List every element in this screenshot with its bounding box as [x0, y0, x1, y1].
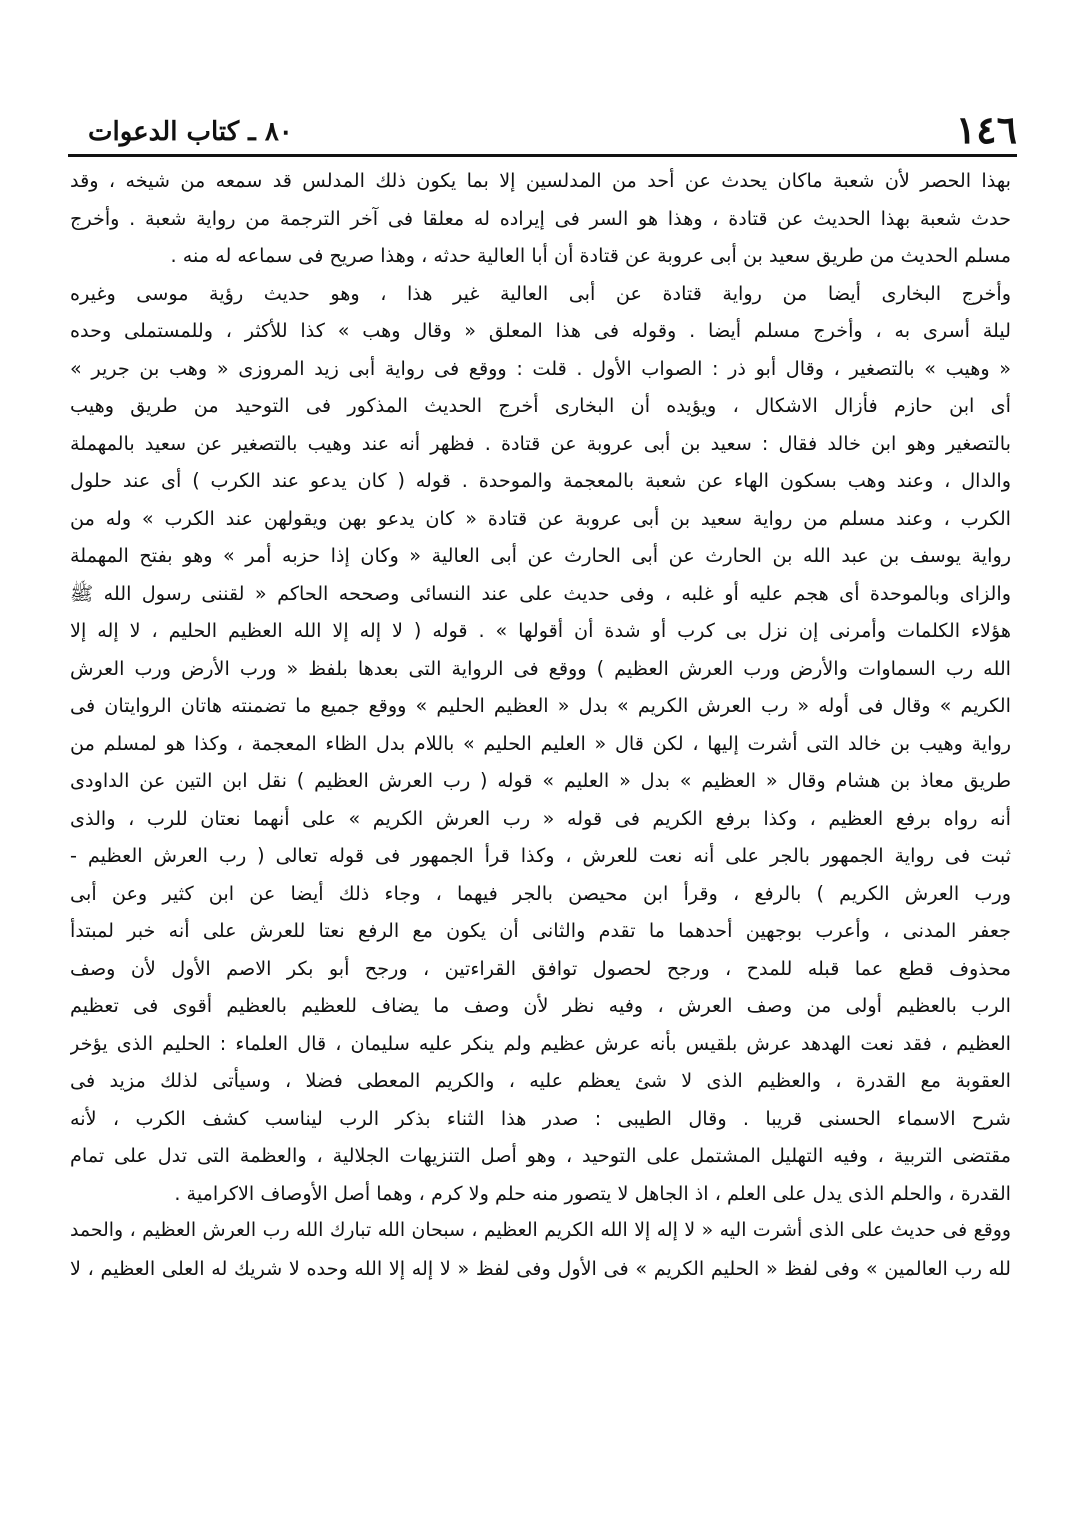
text-line: هؤلاء الكلمات وأمرنى إن نزل بى كرب أو شدة أن أقولها » . قوله ( لا إله إلا الله العظيم الحليم ، لا إله إلا — [70, 619, 1011, 642]
page-header — [66, 106, 1017, 154]
text-line: مسلم الحديث من طريق سعيد بن أبى عروبة عن قتادة أن أبا العالية حدثه ، وهذا صريح فى سماعه له منه . — [170, 244, 1011, 267]
text-line: طريق معاذ بن هشام وقال « العظيم » بدل « العليم » قوله ( رب العرش العظيم ) نقل ابن التين عن الداودى — [70, 769, 1011, 792]
text-line: بالتصغير وهو ابن خالد فقال : سعيد بن أبى عروبة عن قتادة . فظهر أنه عند وهيب بالتصغير عن سعيد بالمهملة — [70, 431, 1011, 455]
text-line: ثبت فى رواية الجمهور بالجر على أنه نعت للعرش ، وكذا قرأ الجمهور فى قوله تعالى ( رب العرش العظيم - — [70, 844, 1011, 867]
text-line: لله رب العالمين » وفى لفظ « الحليم الكريم » فى الأول وفى لفظ « لا إله إلا الله وحده لا شريك له العلى العظيم ، لا — [70, 1256, 1011, 1280]
header-rule — [68, 154, 1017, 157]
text-line: « وهيب » بالتصغير ، وقال أبو ذر : الصواب الأول . قلت : ووقع فى رواية أبى زيد المروزى « وهب بن جرير » — [70, 356, 1011, 380]
text-line: العظيم ، فقد نعت الهدهد عرش بلقيس بأنه عرش عظيم ولم ينكر عليه سليمان ، قال العلماء : الحليم الذى يؤخر — [70, 1031, 1011, 1055]
page-number: ١٤٦ — [955, 107, 1017, 152]
body-text — [70, 162, 1011, 1287]
text-line: ووقع فى حديث على الذى أشرت اليه « لا إله إلا الله الكريم العظيم ، سبحان الله تبارك الله رب العرش العظيم ، والحمد — [70, 1219, 1011, 1241]
text-line: وأخرج البخارى أيضا من رواية قتادة عن أبى العالية غير هذا ، وهو حديث رؤية موسى وغيره — [70, 281, 1011, 305]
text-line: الرب بالعظيم أولى من وصف العرش ، وفيه نظر لأن وصف ما يضاف للعظيم بالعظيم أقوى فى تعظيم — [70, 994, 1011, 1017]
text-line: مقتضى التربية ، وفيه التهليل المشتمل على التوحيد ، وهو أصل التنزيهات الجلالية ، والعظمة التى تدل على تمام — [70, 1144, 1011, 1167]
text-line: أنه رواه برفع العظيم ، وكذا برفع الكريم فى قوله « رب العرش الكريم » على أنهما نعتان للرب ، والذى — [70, 806, 1011, 830]
text-line: الله رب السماوات والأرض ورب العرش العظيم ) ووقع فى الرواية التى بعدها بلفظ « ورب الأرض ورب العرش — [70, 656, 1011, 680]
text-line: الكرب ، وعند مسلم من رواية سعيد بن أبى عروبة عن قتادة « كان يدعو بهن ويقولهن عند الكرب » وله من — [70, 506, 1011, 530]
text-line: بهذا الحصر لأن شعبة ماكان يحدث عن أحد من المدلسين إلا بما يكون ذلك المدلس قد سمعه من شيخه ، وقد — [70, 169, 1011, 192]
text-line: ليلة أسرى به ، وأخرج مسلم أيضا . وقوله فى هذا المعلق « وقال وهب » كذا للأكثر ، وللمستملى وحده — [70, 319, 1011, 342]
text-line: حدث شعبة بهذا الحديث عن قتادة ، وهذا هو السر فى إيراده له معلقا فى آخر الترجمة من رواية شعبة . وأخرج — [70, 206, 1011, 230]
book-title: ٨٠ ـ كتاب الدعوات — [88, 117, 293, 147]
text-line: العقوبة مع القدرة ، والعظيم الذى لا شئ يعظم عليه ، والكريم المعطى فضلا ، وسيأتى لذلك مزيد فى — [70, 1069, 1011, 1092]
text-line: الكريم » وقال فى أوله « رب العرش الكريم » بدل « العظيم الحليم » ووقع جميع ما تضمنته هاتان الروايتان فى — [70, 694, 1011, 717]
text-line: القدرة ، والحلم الذى يدل على العلم ، اذ الجاهل لا يتصور منه حلم ولا كرم ، وهما أصل الأوصاف الاكرامية . — [174, 1181, 1011, 1205]
text-line: والدال ، وعند وهب بسكون الهاء عن شعبة بالمعجمة والموحدة . قوله ( كان يدعو عند الكرب ) أى عند حلول — [70, 469, 1011, 492]
text-line: والزاى وبالموحدة أى هجم عليه أو غلبه ، وفى حديث على عند النسائى وصححه الحاكم « لقننى رسول الله ﷺ — [70, 581, 1011, 605]
text-line: أى ابن حازم فأزال الاشكال ، ويؤيده أن البخارى أخرج الحديث المذكور فى التوحيد من طريق وهيب — [70, 394, 1011, 417]
text-line: محذوف قطع عما قبله للمدح ، ورجح لحصول توافق القراءتين ، ورجح أبو بكر الاصم الأول لأن وصف — [70, 956, 1011, 980]
text-line: رواية وهيب بن خالد التى أشرت إليها ، لكن قال « العليم الحليم » باللام بدل الظاء المعجمة ، وكذا هو لمسلم من — [70, 731, 1011, 755]
text-line: رواية يوسف بن عبد الله بن الحارث عن أبى الحارث عن أبى العالية « وكان إذا حزبه أمر » وهو بفتح المهملة — [70, 544, 1011, 567]
text-line: جعفر المدنى ، وأعرب بوجهين أحدهما ما تقدم والثانى أن يكون مع الرفع نعتا للعرش على أنه خبر لمبتدأ — [70, 919, 1011, 942]
text-line: شرح الاسماء الحسنى قريبا . وقال الطيبى : صدر هذا الثناء بذكر الرب ليناسب كشف الكرب ، لأنه — [70, 1106, 1011, 1130]
text-line: ورب العرش الكريم ) بالرفع ، وقرأ ابن محيصن بالجر فيهما ، وجاء ذلك أيضا عن ابن كثير وعن أبى — [70, 881, 1011, 905]
